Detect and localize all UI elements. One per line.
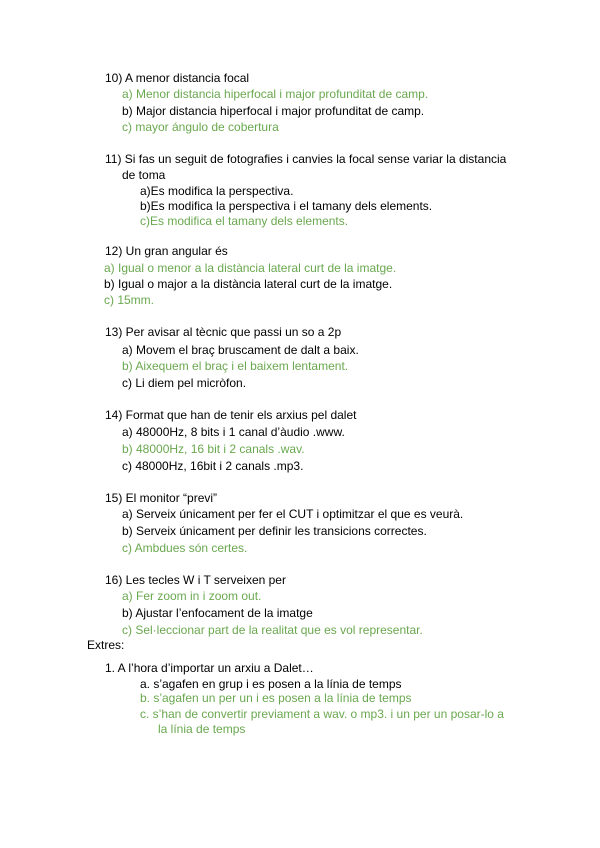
answer-15a: a) Serveix únicament per fer el CUT i optimitzar el que es veurà. xyxy=(122,507,464,521)
extras-answer-c-continuation: la línia de temps xyxy=(158,722,246,736)
answer-11a: a)Es modifica la perspectiva. xyxy=(140,184,294,198)
answer-13b: b) Aixequem el braç i el baixem lentament. xyxy=(122,359,349,373)
answer-12c: c) 15mm. xyxy=(104,293,155,307)
answer-10a: a) Menor distancia hiperfocal i major profunditat de camp. xyxy=(122,87,429,101)
extras-answer-c: c. s’han de convertir previament a wav. o mp3. i un per un posar-lo a xyxy=(140,707,504,721)
answer-10c: c) mayor ángulo de cobertura xyxy=(122,120,279,134)
question-16: 16) Les tecles W i T serveixen per xyxy=(105,573,286,587)
answer-10b: b) Major distancia hiperfocal i major profunditat de camp. xyxy=(122,104,425,118)
question-11: 11) Si fas un seguit de fotografies i canvies la focal sense variar la distancia xyxy=(105,152,507,166)
answer-14c: c) 48000Hz, 16bit i 2 canals .mp3. xyxy=(122,459,304,473)
answer-16a: a) Fer zoom in i zoom out. xyxy=(122,589,262,603)
answer-11b: b)Es modifica la perspectiva i el tamany dels elements. xyxy=(140,199,433,213)
extras-heading: Extres: xyxy=(87,638,125,652)
answer-11c: c)Es modifica el tamany dels elements. xyxy=(140,214,349,228)
answer-13c: c) Li diem pel micròfon. xyxy=(122,376,247,390)
answer-15b: b) Serveix únicament per definir les transicions correctes. xyxy=(122,524,427,538)
question-10: 10) A menor distancia focal xyxy=(105,71,250,85)
answer-12a: a) Igual o menor a la distància lateral curt de la imatge. xyxy=(104,261,397,275)
answer-16b: b) Ajustar l’enfocament de la imatge xyxy=(122,606,313,620)
extras-answer-a: a. s’agafen en grup i es posen a la línia de temps xyxy=(140,677,402,691)
answer-14a: a) 48000Hz, 8 bits i 1 canal d’àudio .www. xyxy=(122,425,345,439)
extras-answer-b: b. s’agafen un per un i es posen a la línia de temps xyxy=(140,691,412,705)
question-13: 13) Per avisar al tècnic que passi un so a 2p xyxy=(105,325,342,339)
question-15: 15) El monitor “previ” xyxy=(105,491,218,505)
answer-15c: c) Ambdues són certes. xyxy=(122,541,248,555)
question-12: 12) Un gran angular és xyxy=(105,244,228,258)
question-14: 14) Format que han de tenir els arxius pel dalet xyxy=(105,408,357,422)
answer-13a: a) Movem el braç bruscament de dalt a baix. xyxy=(122,343,359,357)
extras-question-1: 1. A l’hora d’importar un arxiu a Dalet… xyxy=(105,661,314,675)
answer-14b: b) 48000Hz, 16 bit i 2 canals .wav. xyxy=(122,442,305,456)
answer-16c: c) Sel·leccionar part de la realitat que es vol representar. xyxy=(122,623,423,637)
question-11-continuation: de toma xyxy=(122,168,166,182)
answer-12b: b) Igual o major a la distància lateral curt de la imatge. xyxy=(104,277,393,291)
